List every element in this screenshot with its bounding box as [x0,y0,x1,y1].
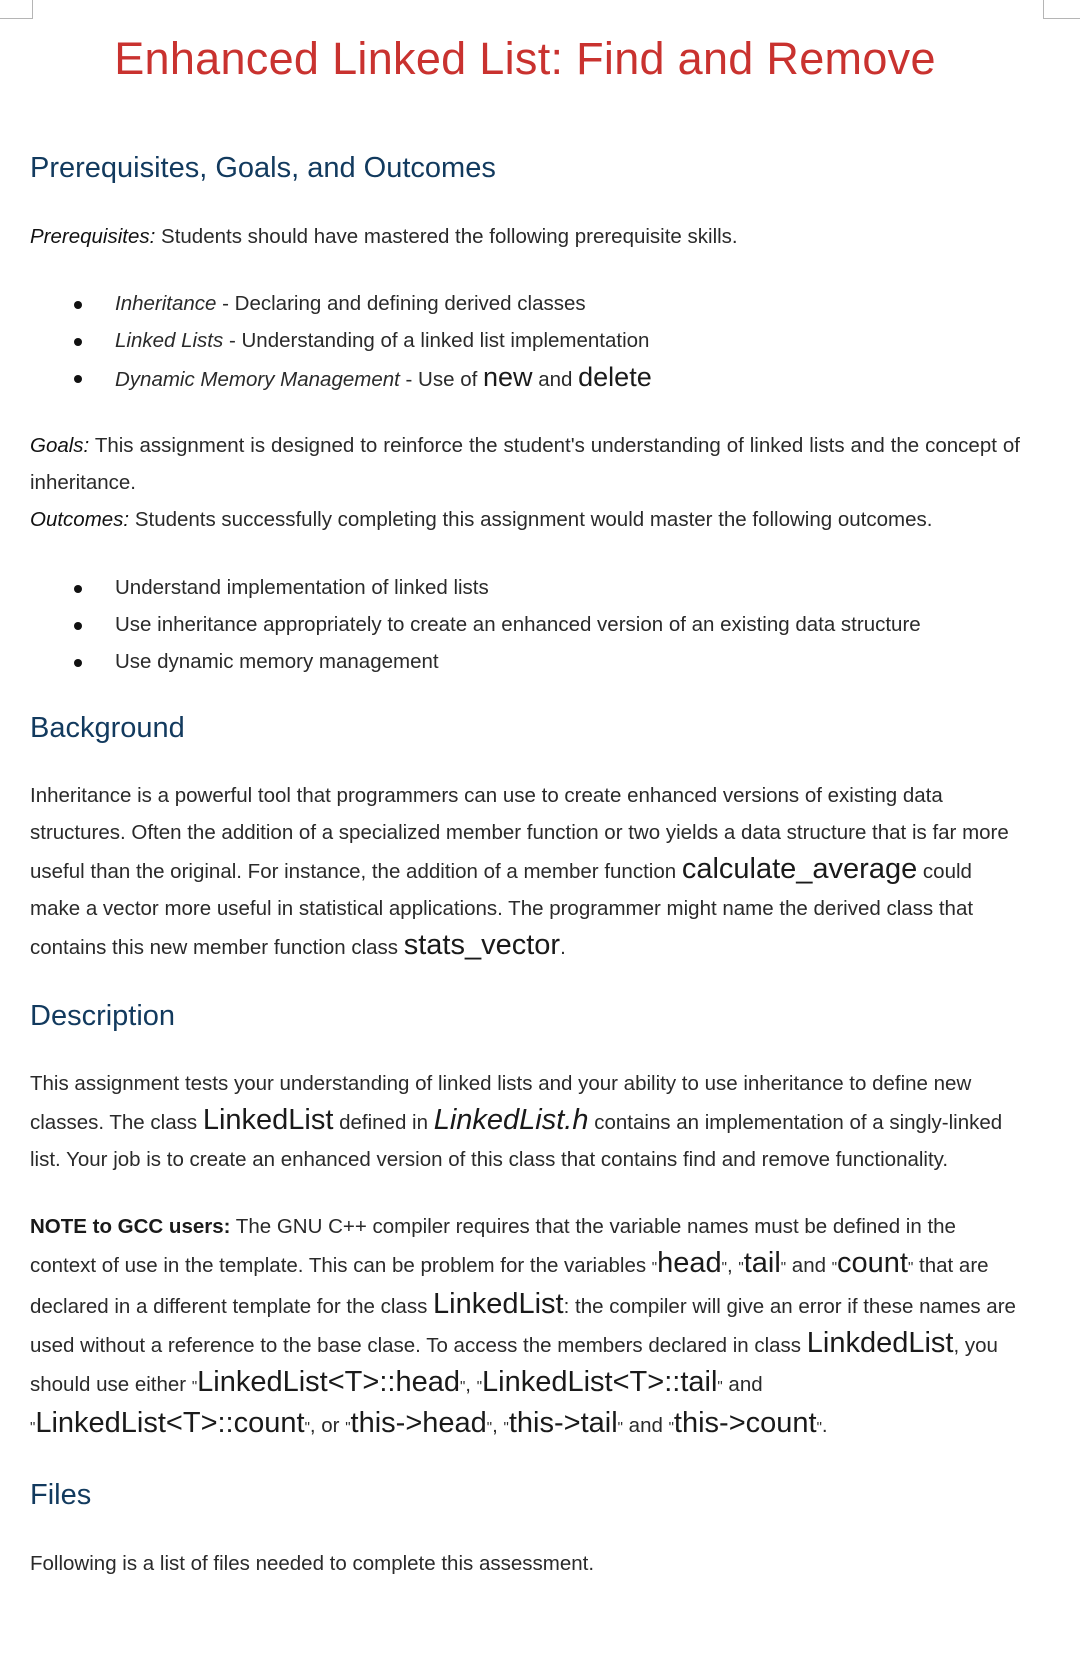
document-page [30,28,1020,1582]
outcomes-list [30,569,1020,680]
prerequisites-paragraph [30,218,1020,255]
code-calculate-average: calculate_average [681,853,918,885]
outcomes-paragraph [30,501,1020,538]
code-delete: delete [578,362,652,392]
code-linkedlist: LinkedList [202,1104,334,1136]
prereq-desc: - Use of [399,368,483,391]
note-sep: and [622,1414,669,1437]
list-item [30,285,1020,322]
prereq-desc: - Understanding of a linked list implementation [223,329,650,352]
code-ll-tail: LinkedList<T>::tail [482,1366,718,1398]
prereq-term: Linked Lists [115,329,224,352]
note-sep: , [726,1254,739,1277]
file-linkedlist-h: LinkedList.h [433,1104,589,1136]
description-text-2: defined in [333,1111,434,1134]
list-item [30,359,1020,398]
goals-text: This assignment is designed to reinforce the student's understanding of linked lists and the concept of inheritance. [30,434,1020,494]
background-text-2: could make a vector more useful in statistical applications. The programmer might name the derived class that contains this new member function class [30,860,974,959]
note-text-2: that are declared in a different template for the class [30,1254,989,1318]
code-this-head: this->head [350,1407,487,1439]
code-ll-count: LinkedList<T>::count [35,1407,305,1439]
prereq-desc: - Declaring and defining derived classes [216,292,586,315]
prerequisites-label: Prerequisites: [30,225,156,248]
document-title: Enhanced Linked List: Find and Remove [114,33,936,84]
goals-label: Goals: [30,434,90,457]
heading-description: Description [30,1000,176,1032]
note-text-1: The GNU C++ compiler requires that the variable names must be defined in the context of use in the template. This can be problem for the variables [30,1215,956,1277]
code-ll-head: LinkedList<T>::head [197,1366,460,1398]
prereq-term: Inheritance [115,292,217,315]
goals-paragraph [30,427,1020,501]
prereq-and: and [532,368,579,391]
page-corner-mark-left [0,0,33,19]
note-paragraph: NOTE to GCC users: The GNU C++ compiler requires that the variable names must be defined in the context of use in the template. This can be problem for the variables "head", "tail" and "count" that are declared in a different template for the class LinkedList: the compiler will give an error if these names are used without a reference to the base clase. To access the members declared in class LinkdedList, you should use either "LinkedList<T>::head", "LinkedList<T>::tail" and "LinkedList<T>::count", or "this->head", "this->tail" and "this->count". [30,1215,1016,1439]
list-item [30,322,1020,359]
outcomes-text: Students successfully completing this assignment would master the following outcomes. [129,508,933,531]
background-text-3: . [560,936,566,959]
outcomes-label: Outcomes: [30,508,130,531]
list-item: Use inheritance appropriately to create an enhanced version of an existing data structure [30,606,1020,643]
prereq-term: Dynamic Memory Management [115,368,400,391]
note-end: . [821,1414,828,1437]
code-linkedlist: LinkedList [433,1288,564,1320]
note-sep: and [722,1373,763,1396]
code-new: new [483,362,533,392]
description-text-3: contains an implementation of a singly-linked list. Your job is to create an enhanced version of this class that contains find and remove functionality. [30,1111,1003,1171]
background-text-1: Inheritance is a powerful tool that programmers can use to create enhanced versions of existing data structures. Often the addition of a specialized member function or two yields a data structure that is far more useful than the original. For instance, the addition of a member function [30,784,1009,883]
code-this-tail: this->tail [508,1407,618,1439]
prerequisites-text: Students should have mastered the following prerequisite skills. [155,225,738,248]
code-linkdedlist: LinkdedList [806,1327,954,1359]
list-item: Understand implementation of linked lists [30,569,1020,606]
note-label: NOTE to GCC users: [30,1215,231,1238]
note-sep: , [492,1414,504,1437]
heading-background: Background [30,712,185,744]
note-sep: , [465,1373,477,1396]
code-count: count [837,1247,908,1279]
description-text-1: This assignment tests your understanding of linked lists and your ability to use inheritance to define new classes. The class [30,1072,972,1134]
code-stats-vector: stats_vector [403,929,561,961]
heading-files: Files [30,1479,92,1511]
code-tail: tail [743,1247,781,1279]
page-corner-mark-right [1043,0,1080,19]
list-item: Use dynamic memory management [30,643,1020,680]
description-paragraph [30,1065,1020,1178]
note-sep: , or [309,1414,346,1437]
code-this-count: this->count [673,1407,817,1439]
note-text-4: , you should use either [30,1334,998,1396]
note-text-3: : the compiler will give an error if these names are used without a reference to the base clase. To access the members declared in class [30,1295,1016,1357]
code-head: head [657,1247,722,1279]
background-paragraph [30,777,1020,966]
prerequisites-list [30,285,1020,398]
note-sep: and [786,1254,832,1277]
heading-prerequisites: Prerequisites, Goals, and Outcomes [30,152,496,184]
files-paragraph: Following is a list of files needed to complete this assessment. [30,1552,595,1575]
